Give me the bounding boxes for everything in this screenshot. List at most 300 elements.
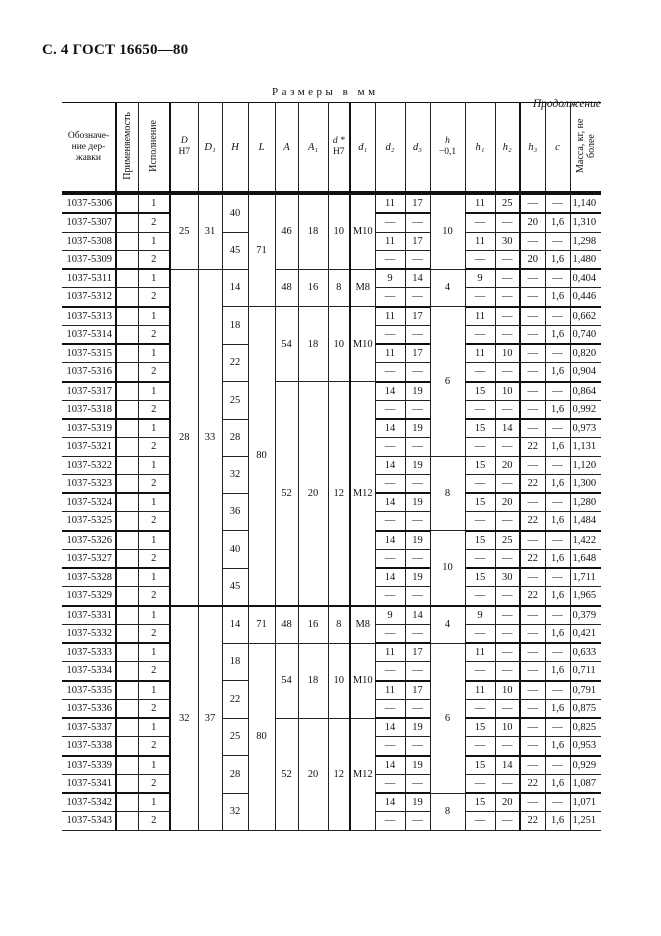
cell-designation: 1037-5306 — [62, 193, 116, 213]
cell-version: 2 — [138, 774, 170, 793]
cell-d2: 14 — [375, 531, 405, 550]
cell-d3: — — [405, 213, 430, 232]
cell-d2: — — [375, 288, 405, 307]
cell-version: 2 — [138, 662, 170, 681]
cell-H: 45 — [222, 568, 248, 606]
cell-h1: — — [465, 400, 495, 419]
cell-d2: 11 — [375, 232, 405, 250]
cell-H: 40 — [222, 193, 248, 232]
cell-d3: — — [405, 624, 430, 643]
table-row — [62, 193, 601, 213]
cell-mass: 0,633 — [570, 643, 601, 662]
cell-c: 1,6 — [545, 737, 570, 756]
cell-applicability — [116, 382, 138, 401]
cell-d2: — — [375, 363, 405, 382]
cell-h1: 11 — [465, 681, 495, 700]
cell-c: — — [545, 307, 570, 326]
cell-designation: 1037-5326 — [62, 531, 116, 550]
table-row — [62, 606, 601, 625]
cell-mass: 1,087 — [570, 774, 601, 793]
cell-d3: — — [405, 549, 430, 568]
cell-h1: 11 — [465, 344, 495, 363]
cell-mass: 0,740 — [570, 325, 601, 344]
cell-mass: 1,965 — [570, 587, 601, 606]
cell-h: 10 — [430, 531, 465, 606]
cell-mass: 0,864 — [570, 382, 601, 401]
cell-h1: 9 — [465, 269, 495, 288]
cell-version: 2 — [138, 325, 170, 344]
cell-mass: 0,662 — [570, 307, 601, 326]
col-header-mass: Масса, кг, не более — [570, 103, 601, 194]
cell-c: 1,6 — [545, 512, 570, 531]
cell-designation: 1037-5324 — [62, 493, 116, 512]
cell-h3: 22 — [520, 587, 545, 606]
cell-H: 22 — [222, 681, 248, 719]
cell-mass: 0,379 — [570, 606, 601, 625]
cell-h2: 10 — [495, 681, 520, 700]
cell-h: 8 — [430, 793, 465, 830]
cell-h2: 20 — [495, 793, 520, 812]
col-header-h2: h₂ — [495, 103, 520, 194]
cell-d3: — — [405, 737, 430, 756]
cell-d3: 14 — [405, 606, 430, 625]
cell-applicability — [116, 493, 138, 512]
cell-h1: — — [465, 812, 495, 830]
cell-c: 1,6 — [545, 438, 570, 456]
cell-h1: 11 — [465, 643, 495, 662]
cell-d2: 11 — [375, 344, 405, 363]
cell-h1: — — [465, 512, 495, 531]
cell-mass: 1,131 — [570, 438, 601, 456]
cell-version: 1 — [138, 419, 170, 438]
cell-d2: — — [375, 213, 405, 232]
cell-designation: 1037-5314 — [62, 325, 116, 344]
cell-h3: — — [520, 382, 545, 401]
cell-A: 52 — [275, 382, 298, 606]
cell-H: 32 — [222, 456, 248, 493]
table-row — [62, 643, 601, 662]
cell-mass: 1,300 — [570, 474, 601, 493]
cell-applicability — [116, 269, 138, 288]
header-row — [62, 103, 601, 194]
cell-applicability — [116, 307, 138, 326]
cell-h2: — — [495, 624, 520, 643]
cell-c: — — [545, 456, 570, 474]
cell-h1: — — [465, 549, 495, 568]
cell-H: 18 — [222, 643, 248, 681]
cell-h3: — — [520, 400, 545, 419]
cell-h3: — — [520, 793, 545, 812]
cell-d1: M10 — [350, 307, 375, 382]
cell-designation: 1037-5315 — [62, 344, 116, 363]
cell-h1: — — [465, 587, 495, 606]
cell-designation: 1037-5313 — [62, 307, 116, 326]
cell-h1: — — [465, 624, 495, 643]
cell-d3: — — [405, 512, 430, 531]
cell-applicability — [116, 213, 138, 232]
cell-d3: — — [405, 699, 430, 718]
col-header-h3: h₃ — [520, 103, 545, 194]
cell-h2: — — [495, 549, 520, 568]
cell-mass: 1,071 — [570, 793, 601, 812]
cell-H: 14 — [222, 269, 248, 307]
cell-h1: — — [465, 288, 495, 307]
cell-A1: 20 — [298, 718, 328, 830]
cell-d: 10 — [328, 643, 350, 718]
cell-h1: — — [465, 774, 495, 793]
cell-mass: 0,711 — [570, 662, 601, 681]
cell-h2: 25 — [495, 193, 520, 213]
cell-mass: 0,820 — [570, 344, 601, 363]
cell-version: 2 — [138, 512, 170, 531]
cell-h3: — — [520, 737, 545, 756]
cell-D: 28 — [170, 269, 198, 606]
cell-applicability — [116, 812, 138, 830]
cell-c: 1,6 — [545, 774, 570, 793]
cell-c: — — [545, 718, 570, 737]
cell-designation: 1037-5342 — [62, 793, 116, 812]
cell-mass: 1,711 — [570, 568, 601, 587]
cell-designation: 1037-5331 — [62, 606, 116, 625]
cell-designation: 1037-5328 — [62, 568, 116, 587]
cell-h1: — — [465, 438, 495, 456]
cell-version: 2 — [138, 400, 170, 419]
col-header-designation: Обозначе-ние дер-жавки — [62, 103, 116, 194]
cell-h2: 30 — [495, 568, 520, 587]
cell-c: — — [545, 568, 570, 587]
cell-applicability — [116, 606, 138, 625]
cell-d3: 19 — [405, 756, 430, 775]
cell-designation: 1037-5327 — [62, 549, 116, 568]
cell-applicability — [116, 250, 138, 269]
cell-h3: — — [520, 307, 545, 326]
cell-c: — — [545, 756, 570, 775]
cell-h1: — — [465, 474, 495, 493]
cell-h3: — — [520, 493, 545, 512]
cell-d2: 11 — [375, 643, 405, 662]
cell-version: 2 — [138, 438, 170, 456]
cell-version: 1 — [138, 718, 170, 737]
col-header-D1: D₁ — [198, 103, 222, 194]
cell-H: 22 — [222, 344, 248, 382]
col-header-h: h −0,1 — [430, 103, 465, 194]
cell-version: 1 — [138, 307, 170, 326]
cell-d3: 19 — [405, 382, 430, 401]
cell-version: 1 — [138, 344, 170, 363]
cell-c: — — [545, 382, 570, 401]
cell-designation: 1037-5335 — [62, 681, 116, 700]
cell-d2: — — [375, 250, 405, 269]
cell-applicability — [116, 193, 138, 213]
cell-h3: — — [520, 643, 545, 662]
cell-h3: — — [520, 718, 545, 737]
cell-h3: — — [520, 662, 545, 681]
cell-h3: — — [520, 456, 545, 474]
cell-h3: — — [520, 288, 545, 307]
cell-c: 1,6 — [545, 549, 570, 568]
cell-c: — — [545, 606, 570, 625]
cell-d3: 19 — [405, 493, 430, 512]
table-row — [62, 307, 601, 326]
cell-A: 46 — [275, 193, 298, 269]
continuation-label: Продолжение — [532, 98, 601, 110]
cell-h2: 20 — [495, 456, 520, 474]
cell-version: 1 — [138, 193, 170, 213]
cell-mass: 1,422 — [570, 531, 601, 550]
cell-d2: 14 — [375, 568, 405, 587]
cell-version: 1 — [138, 493, 170, 512]
cell-mass: 1,280 — [570, 493, 601, 512]
cell-d3: — — [405, 325, 430, 344]
cell-h3: 20 — [520, 250, 545, 269]
cell-version: 1 — [138, 793, 170, 812]
cell-applicability — [116, 737, 138, 756]
cell-d: 10 — [328, 307, 350, 382]
cell-h2: — — [495, 269, 520, 288]
cell-applicability — [116, 474, 138, 493]
cell-h1: 15 — [465, 493, 495, 512]
cell-A: 54 — [275, 643, 298, 718]
cell-h1: 11 — [465, 193, 495, 213]
col-header-H: H — [222, 103, 248, 194]
cell-h2: 25 — [495, 531, 520, 550]
cell-d3: — — [405, 400, 430, 419]
cell-mass: 0,791 — [570, 681, 601, 700]
col-header-D: D H7 — [170, 103, 198, 194]
cell-d3: 19 — [405, 718, 430, 737]
cell-version: 2 — [138, 250, 170, 269]
cell-version: 1 — [138, 232, 170, 250]
cell-d: 8 — [328, 269, 350, 307]
cell-h3: — — [520, 325, 545, 344]
cell-c: — — [545, 232, 570, 250]
col-header-h1: h₁ — [465, 103, 495, 194]
cell-h1: 15 — [465, 568, 495, 587]
cell-d3: 19 — [405, 531, 430, 550]
cell-d3: 17 — [405, 681, 430, 700]
cell-d2: 14 — [375, 419, 405, 438]
cell-c: — — [545, 344, 570, 363]
cell-h1: 9 — [465, 606, 495, 625]
cell-h1: 11 — [465, 307, 495, 326]
cell-version: 1 — [138, 456, 170, 474]
cell-designation: 1037-5323 — [62, 474, 116, 493]
cell-A1: 18 — [298, 643, 328, 718]
cell-d3: 17 — [405, 344, 430, 363]
sizes-caption: Размеры в мм — [272, 86, 379, 98]
cell-L: 80 — [248, 307, 275, 606]
cell-h2: — — [495, 250, 520, 269]
cell-h1: 15 — [465, 793, 495, 812]
cell-c: — — [545, 493, 570, 512]
cell-applicability — [116, 587, 138, 606]
cell-applicability — [116, 774, 138, 793]
cell-h2: 10 — [495, 344, 520, 363]
cell-h2: — — [495, 699, 520, 718]
cell-d2: 9 — [375, 606, 405, 625]
cell-d1: M12 — [350, 718, 375, 830]
cell-d2: 11 — [375, 681, 405, 700]
cell-d3: 19 — [405, 419, 430, 438]
cell-mass: 1,484 — [570, 512, 601, 531]
cell-d2: — — [375, 474, 405, 493]
cell-designation: 1037-5309 — [62, 250, 116, 269]
cell-A1: 20 — [298, 382, 328, 606]
cell-designation: 1037-5339 — [62, 756, 116, 775]
cell-h3: — — [520, 419, 545, 438]
cell-h2: 14 — [495, 756, 520, 775]
cell-d: 12 — [328, 382, 350, 606]
cell-c: 1,6 — [545, 812, 570, 830]
cell-applicability — [116, 531, 138, 550]
cell-h3: 22 — [520, 474, 545, 493]
cell-h2: 30 — [495, 232, 520, 250]
cell-h3: 22 — [520, 774, 545, 793]
cell-D: 25 — [170, 193, 198, 269]
cell-L: 71 — [248, 606, 275, 644]
cell-h3: 22 — [520, 512, 545, 531]
cell-version: 1 — [138, 643, 170, 662]
cell-applicability — [116, 756, 138, 775]
cell-designation: 1037-5318 — [62, 400, 116, 419]
cell-designation: 1037-5332 — [62, 624, 116, 643]
cell-designation: 1037-5325 — [62, 512, 116, 531]
cell-h1: — — [465, 325, 495, 344]
cell-designation: 1037-5308 — [62, 232, 116, 250]
cell-h: 4 — [430, 606, 465, 644]
cell-designation: 1037-5307 — [62, 213, 116, 232]
cell-d: 10 — [328, 193, 350, 269]
cell-applicability — [116, 681, 138, 700]
cell-c: 1,6 — [545, 325, 570, 344]
cell-designation: 1037-5317 — [62, 382, 116, 401]
cell-d2: 11 — [375, 307, 405, 326]
cell-d2: 14 — [375, 793, 405, 812]
cell-c: 1,6 — [545, 474, 570, 493]
page-header: С. 4 ГОСТ 16650—80 — [42, 42, 189, 58]
cell-d2: — — [375, 400, 405, 419]
cell-h3: — — [520, 624, 545, 643]
cell-d2: — — [375, 325, 405, 344]
cell-h2: — — [495, 643, 520, 662]
cell-h: 6 — [430, 643, 465, 793]
cell-applicability — [116, 512, 138, 531]
cell-designation: 1037-5343 — [62, 812, 116, 830]
cell-h2: — — [495, 662, 520, 681]
cell-version: 1 — [138, 756, 170, 775]
cell-version: 2 — [138, 587, 170, 606]
cell-applicability — [116, 400, 138, 419]
table-row — [62, 718, 601, 737]
cell-h1: — — [465, 737, 495, 756]
cell-mass: 0,825 — [570, 718, 601, 737]
cell-h: 6 — [430, 307, 465, 457]
cell-c: 1,6 — [545, 587, 570, 606]
cell-H: 25 — [222, 718, 248, 756]
cell-version: 2 — [138, 549, 170, 568]
table-row — [62, 382, 601, 401]
cell-applicability — [116, 232, 138, 250]
col-header-d1: d₁ — [350, 103, 375, 194]
cell-mass: 1,251 — [570, 812, 601, 830]
cell-d: 8 — [328, 606, 350, 644]
cell-d3: — — [405, 363, 430, 382]
cell-mass: 1,648 — [570, 549, 601, 568]
cell-h2: — — [495, 307, 520, 326]
cell-h2: — — [495, 512, 520, 531]
cell-d3: — — [405, 438, 430, 456]
cell-c: — — [545, 269, 570, 288]
cell-designation: 1037-5341 — [62, 774, 116, 793]
cell-h3: — — [520, 606, 545, 625]
cell-h2: — — [495, 325, 520, 344]
cell-d3: 19 — [405, 568, 430, 587]
cell-c: 1,6 — [545, 699, 570, 718]
cell-H: 32 — [222, 793, 248, 830]
cell-h3: — — [520, 568, 545, 587]
cell-c: — — [545, 193, 570, 213]
cell-h3: — — [520, 344, 545, 363]
cell-L: 80 — [248, 643, 275, 830]
cell-d2: 11 — [375, 193, 405, 213]
cell-h3: — — [520, 681, 545, 700]
cell-d: 12 — [328, 718, 350, 830]
cell-d3: 19 — [405, 793, 430, 812]
cell-h2: — — [495, 288, 520, 307]
cell-h3: 22 — [520, 812, 545, 830]
cell-d3: — — [405, 250, 430, 269]
cell-c: 1,6 — [545, 624, 570, 643]
cell-h3: — — [520, 699, 545, 718]
cell-h1: 15 — [465, 419, 495, 438]
cell-c: — — [545, 419, 570, 438]
cell-d2: — — [375, 737, 405, 756]
cell-h2: 10 — [495, 382, 520, 401]
cell-h2: — — [495, 737, 520, 756]
cell-A1: 16 — [298, 269, 328, 307]
cell-designation: 1037-5333 — [62, 643, 116, 662]
cell-h3: 22 — [520, 549, 545, 568]
col-header-A1: A₁ — [298, 103, 328, 194]
cell-h2: 14 — [495, 419, 520, 438]
cell-h1: — — [465, 213, 495, 232]
cell-mass: 0,953 — [570, 737, 601, 756]
cell-mass: 0,446 — [570, 288, 601, 307]
cell-H: 14 — [222, 606, 248, 644]
cell-h3: 20 — [520, 213, 545, 232]
cell-c: — — [545, 531, 570, 550]
cell-d3: 17 — [405, 643, 430, 662]
cell-designation: 1037-5316 — [62, 363, 116, 382]
cell-d1: M10 — [350, 193, 375, 269]
cell-version: 2 — [138, 624, 170, 643]
cell-applicability — [116, 699, 138, 718]
cell-d3: 17 — [405, 307, 430, 326]
cell-version: 1 — [138, 382, 170, 401]
cell-d2: 9 — [375, 269, 405, 288]
cell-d2: 14 — [375, 756, 405, 775]
cell-mass: 1,120 — [570, 456, 601, 474]
cell-mass: 1,298 — [570, 232, 601, 250]
cell-H: 25 — [222, 382, 248, 420]
cell-version: 1 — [138, 531, 170, 550]
cell-h1: — — [465, 250, 495, 269]
cell-d3: — — [405, 288, 430, 307]
cell-L: 71 — [248, 193, 275, 307]
cell-d2: — — [375, 587, 405, 606]
cell-applicability — [116, 363, 138, 382]
cell-A: 48 — [275, 606, 298, 644]
